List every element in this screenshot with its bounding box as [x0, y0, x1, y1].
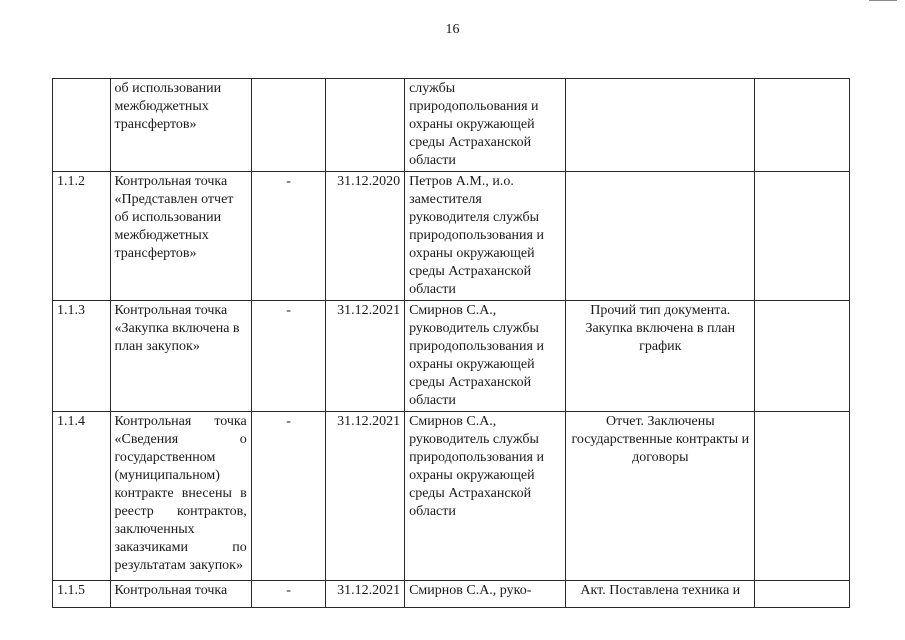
- table-row: [53, 412, 850, 581]
- item-responsible: Смирнов С.А., руко-: [405, 581, 566, 608]
- item-name: Контрольная точка «Представлен отчет об использовании межбюджетных трансфертов»: [110, 172, 251, 301]
- item-end-date: [326, 79, 405, 172]
- item-info: [755, 412, 850, 581]
- item-name: Контрольная точка: [110, 581, 251, 608]
- item-responsible: Петров А.М., и.о. заместителя руководителя службы природопользования и охраны окружающей среды Астраханской области: [405, 172, 566, 301]
- item-number: 1.1.5: [53, 581, 111, 608]
- scan-corner-mark: [869, 0, 897, 3]
- item-info: [755, 79, 850, 172]
- item-responsible: Смирнов С.А., руководитель службы природопользования и охраны окружающей среды Астраханской области: [405, 412, 566, 581]
- item-number: 1.1.4: [53, 412, 111, 581]
- page-number: 16: [445, 22, 460, 37]
- item-name: Контрольная точка «Закупка включена в план закупок»: [110, 301, 251, 412]
- item-start-date: -: [251, 172, 326, 301]
- plan-table: [52, 78, 850, 608]
- item-number: [53, 79, 111, 172]
- item-start-date: -: [251, 581, 326, 608]
- item-end-date: 31.12.2020: [326, 172, 405, 301]
- item-document: Акт. Поставлена техника и: [566, 581, 755, 608]
- item-start-date: -: [251, 412, 326, 581]
- item-number: 1.1.3: [53, 301, 111, 412]
- item-info: [755, 581, 850, 608]
- item-responsible: службы природопольования и охраны окружающей среды Астраханской области: [405, 79, 566, 172]
- item-start-date: -: [251, 301, 326, 412]
- item-document: [566, 172, 755, 301]
- item-info: [755, 301, 850, 412]
- item-document: Прочий тип документа. Закупка включена в план график: [566, 301, 755, 412]
- table-row: [53, 172, 850, 301]
- item-number: 1.1.2: [53, 172, 111, 301]
- item-responsible: Смирнов С.А., руководитель службы природопользования и охраны окружающей среды Астраханской области: [405, 301, 566, 412]
- item-end-date: 31.12.2021: [326, 301, 405, 412]
- item-name: Контрольная точка «Сведения о государственном (муниципальном) контракте внесены в реестр контрактов, заключенных заказчиками по результатам закупок»: [110, 412, 251, 581]
- table-row: [53, 301, 850, 412]
- item-end-date: 31.12.2021: [326, 412, 405, 581]
- item-info: [755, 172, 850, 301]
- item-document: Отчет. Заключены государственные контракты и договоры: [566, 412, 755, 581]
- item-start-date: [251, 79, 326, 172]
- item-document: [566, 79, 755, 172]
- item-end-date: 31.12.2021: [326, 581, 405, 608]
- table-row: [53, 79, 850, 172]
- item-name: об использовании межбюджетных трансфертов»: [110, 79, 251, 172]
- table-row: [53, 581, 850, 608]
